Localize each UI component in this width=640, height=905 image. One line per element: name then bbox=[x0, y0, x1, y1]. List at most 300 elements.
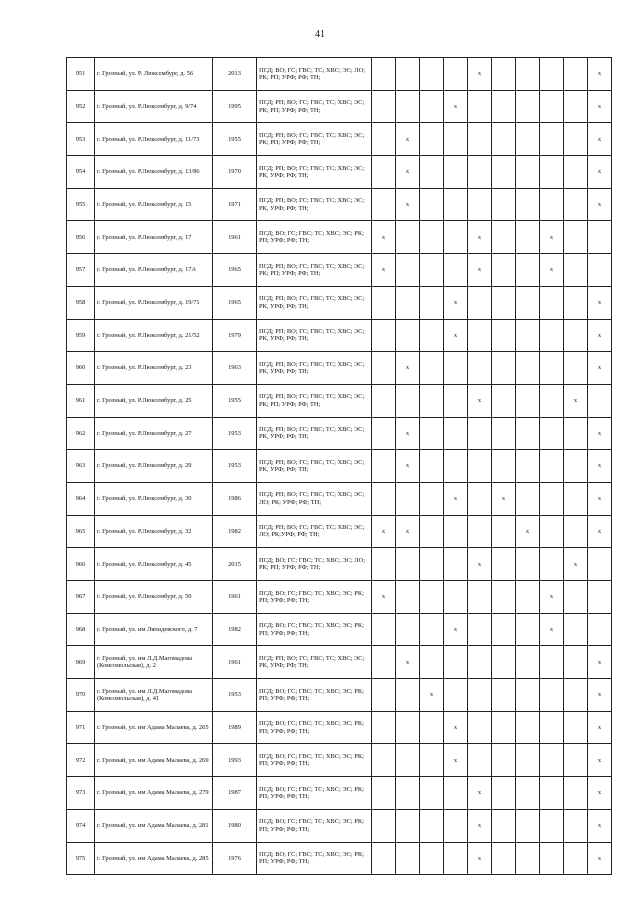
mark-cell: х bbox=[468, 221, 492, 254]
year-built-cell: 1982 bbox=[213, 515, 257, 548]
table-row bbox=[67, 809, 612, 842]
mark-cell bbox=[492, 548, 516, 581]
mark-cell bbox=[444, 581, 468, 614]
mark-cell bbox=[492, 417, 516, 450]
mark-cell bbox=[516, 90, 540, 123]
mark-cell bbox=[468, 450, 492, 483]
mark-cell bbox=[468, 156, 492, 189]
mark-cell bbox=[588, 548, 612, 581]
row-number-cell: 962 bbox=[67, 417, 95, 450]
systems-cell: ПСД; ВО; ГС; ГВС; ТС; ХВС; ЭС; РК; РП; УРФ; РФ; ТН; bbox=[257, 744, 372, 777]
mark-cell bbox=[372, 319, 396, 352]
mark-cell bbox=[468, 679, 492, 712]
systems-cell: ПСД; РП; ВО; ГС; ГВС; ТС; ХВС; ЭС; РК, УРФ; РФ; ТН; bbox=[257, 188, 372, 221]
year-built-cell: 1961 bbox=[213, 581, 257, 614]
mark-cell: х bbox=[396, 515, 420, 548]
mark-cell bbox=[420, 809, 444, 842]
mark-cell: х bbox=[588, 352, 612, 385]
table-body bbox=[67, 58, 612, 875]
mark-cell bbox=[564, 646, 588, 679]
mark-cell: х bbox=[468, 384, 492, 417]
mark-cell bbox=[468, 90, 492, 123]
systems-cell: ПСД; РП; ВО; ГС; ГВС; ТС; ХВС; ЭС; РК, УРФ; РФ; ТН; bbox=[257, 450, 372, 483]
year-built-cell: 1987 bbox=[213, 777, 257, 810]
year-built-cell: 1955 bbox=[213, 123, 257, 156]
mark-cell: х bbox=[468, 842, 492, 875]
table-row bbox=[67, 581, 612, 614]
mark-cell: х bbox=[396, 417, 420, 450]
mark-cell bbox=[564, 123, 588, 156]
mark-cell bbox=[516, 123, 540, 156]
mark-cell bbox=[396, 581, 420, 614]
page-number: 41 bbox=[315, 29, 325, 40]
table-row bbox=[67, 515, 612, 548]
year-built-cell: 1986 bbox=[213, 482, 257, 515]
mark-cell bbox=[540, 352, 564, 385]
mark-cell bbox=[492, 581, 516, 614]
mark-cell bbox=[516, 711, 540, 744]
table-row bbox=[67, 613, 612, 646]
row-number-cell: 955 bbox=[67, 188, 95, 221]
mark-cell bbox=[444, 58, 468, 91]
mark-cell: х bbox=[492, 482, 516, 515]
mark-cell bbox=[444, 123, 468, 156]
mark-cell bbox=[492, 286, 516, 319]
year-built-cell: 2013 bbox=[213, 58, 257, 91]
mark-cell bbox=[492, 384, 516, 417]
mark-cell bbox=[468, 319, 492, 352]
address-cell: г. Грозный, ул. Р.Люксембург, д. 25 bbox=[95, 384, 213, 417]
mark-cell bbox=[396, 548, 420, 581]
mark-cell: х bbox=[444, 286, 468, 319]
systems-cell: ПСД; РП; ВО; ГС; ГВС; ТС; ХВС; ЭС; РК, УРФ; РФ; ТН; bbox=[257, 319, 372, 352]
mark-cell: х bbox=[588, 286, 612, 319]
mark-cell: х bbox=[588, 58, 612, 91]
mark-cell: х bbox=[372, 581, 396, 614]
mark-cell bbox=[492, 613, 516, 646]
mark-cell: х bbox=[588, 777, 612, 810]
mark-cell: х bbox=[396, 450, 420, 483]
mark-cell: х bbox=[420, 679, 444, 712]
year-built-cell: 2015 bbox=[213, 548, 257, 581]
mark-cell bbox=[540, 188, 564, 221]
mark-cell: х bbox=[468, 254, 492, 287]
table-row bbox=[67, 482, 612, 515]
mark-cell bbox=[564, 450, 588, 483]
year-built-cell: 1979 bbox=[213, 319, 257, 352]
mark-cell bbox=[540, 809, 564, 842]
mark-cell bbox=[564, 58, 588, 91]
systems-cell: ПСД; ВО; ГС; ГВС; ТС; ХВС; ЭС; РК; РП; УРФ; РФ; ТН; bbox=[257, 679, 372, 712]
mark-cell bbox=[468, 123, 492, 156]
table-row bbox=[67, 58, 612, 91]
mark-cell bbox=[420, 221, 444, 254]
address-cell: г. Грозный, ул. Р.Люксембург, д. 23 bbox=[95, 352, 213, 385]
mark-cell bbox=[492, 711, 516, 744]
address-cell: г. Грозный, ул. Р.Люксембург, д. 50 bbox=[95, 581, 213, 614]
mark-cell bbox=[564, 711, 588, 744]
row-number-cell: 953 bbox=[67, 123, 95, 156]
mark-cell bbox=[516, 581, 540, 614]
mark-cell bbox=[420, 548, 444, 581]
mark-cell bbox=[420, 417, 444, 450]
row-number-cell: 959 bbox=[67, 319, 95, 352]
mark-cell bbox=[540, 744, 564, 777]
address-cell: г. Грозный, ул. им Адама Малаева, д. 279 bbox=[95, 777, 213, 810]
mark-cell bbox=[444, 188, 468, 221]
mark-cell: х bbox=[372, 221, 396, 254]
mark-cell bbox=[396, 58, 420, 91]
year-built-cell: 1982 bbox=[213, 613, 257, 646]
row-number-cell: 958 bbox=[67, 286, 95, 319]
mark-cell bbox=[372, 156, 396, 189]
address-cell: г. Грозный, ул. им Ляпидевского, д. 7 bbox=[95, 613, 213, 646]
mark-cell bbox=[420, 777, 444, 810]
address-cell: г. Грозный, ул. им Адама Малаева, д. 269 bbox=[95, 744, 213, 777]
mark-cell bbox=[516, 809, 540, 842]
address-cell: г. Грозный, ул. Р.Люксембург, д. 27 bbox=[95, 417, 213, 450]
mark-cell: х bbox=[396, 156, 420, 189]
row-number-cell: 951 bbox=[67, 58, 95, 91]
year-built-cell: 1993 bbox=[213, 744, 257, 777]
mark-cell: х bbox=[588, 482, 612, 515]
systems-cell: ПСД; ВО; ГС; ГВС; ТС; ХВС; ЭС; РК; РП; УРФ; РФ; ТН; bbox=[257, 221, 372, 254]
table-row bbox=[67, 352, 612, 385]
mark-cell bbox=[564, 352, 588, 385]
mark-cell bbox=[420, 646, 444, 679]
mark-cell bbox=[564, 254, 588, 287]
mark-cell bbox=[516, 384, 540, 417]
mark-cell: х bbox=[372, 254, 396, 287]
systems-cell: ПСД; РП; ВО; ГС; ГВС; ТС; ХВС; ЭС; РК; РП; УРФ; РФ; ТН; bbox=[257, 384, 372, 417]
address-cell: г. Грозный, ул. им Л.Д.Магомадова (Комсомольская), д. 2 bbox=[95, 646, 213, 679]
mark-cell bbox=[372, 711, 396, 744]
mark-cell bbox=[564, 613, 588, 646]
mark-cell bbox=[540, 156, 564, 189]
mark-cell bbox=[372, 417, 396, 450]
mark-cell bbox=[468, 482, 492, 515]
mark-cell bbox=[468, 188, 492, 221]
mark-cell bbox=[492, 809, 516, 842]
mark-cell: х bbox=[396, 123, 420, 156]
address-cell: г. Грозный, ул. им Адама Малаева, д. 285 bbox=[95, 842, 213, 875]
mark-cell: х bbox=[588, 744, 612, 777]
mark-cell bbox=[564, 679, 588, 712]
row-number-cell: 966 bbox=[67, 548, 95, 581]
mark-cell bbox=[492, 156, 516, 189]
systems-cell: ПСД; ВО; ГС; ГВС; ТС; ХВС; ЭС; ЛО; РК; РП; УРФ; РФ; ТН; bbox=[257, 548, 372, 581]
mark-cell bbox=[564, 482, 588, 515]
table-row bbox=[67, 156, 612, 189]
mark-cell: х bbox=[396, 352, 420, 385]
row-number-cell: 961 bbox=[67, 384, 95, 417]
mark-cell bbox=[492, 450, 516, 483]
mark-cell bbox=[564, 188, 588, 221]
mark-cell bbox=[564, 842, 588, 875]
mark-cell bbox=[540, 286, 564, 319]
mark-cell bbox=[540, 384, 564, 417]
mark-cell bbox=[540, 319, 564, 352]
mark-cell bbox=[444, 352, 468, 385]
mark-cell bbox=[468, 581, 492, 614]
mark-cell: х bbox=[396, 646, 420, 679]
mark-cell bbox=[420, 515, 444, 548]
systems-cell: ПСД; РП; ВО; ГС; ГВС; ТС; ХВС; ЭС; ЛО; РК; УРФ; РФ; ТН; bbox=[257, 482, 372, 515]
year-built-cell: 1953 bbox=[213, 417, 257, 450]
mark-cell bbox=[372, 286, 396, 319]
mark-cell bbox=[516, 482, 540, 515]
mark-cell bbox=[540, 711, 564, 744]
mark-cell: х bbox=[468, 548, 492, 581]
mark-cell bbox=[396, 90, 420, 123]
mark-cell bbox=[444, 809, 468, 842]
mark-cell bbox=[372, 450, 396, 483]
year-built-cell: 1980 bbox=[213, 809, 257, 842]
row-number-cell: 956 bbox=[67, 221, 95, 254]
systems-cell: ПСД; РП; ВО; ГС; ГВС; ТС; ХВС; ЭС; РК, УРФ; РФ; ТН; bbox=[257, 286, 372, 319]
mark-cell bbox=[492, 90, 516, 123]
mark-cell bbox=[396, 744, 420, 777]
mark-cell bbox=[588, 221, 612, 254]
address-cell: г. Грозный, ул. Р. Люксембург, д. 56 bbox=[95, 58, 213, 91]
table-row bbox=[67, 384, 612, 417]
table-row bbox=[67, 842, 612, 875]
year-built-cell: 1976 bbox=[213, 842, 257, 875]
mark-cell bbox=[396, 482, 420, 515]
mark-cell: х bbox=[468, 58, 492, 91]
mark-cell bbox=[396, 319, 420, 352]
mark-cell bbox=[516, 188, 540, 221]
mark-cell bbox=[420, 482, 444, 515]
mark-cell bbox=[420, 90, 444, 123]
mark-cell bbox=[420, 286, 444, 319]
mark-cell bbox=[396, 221, 420, 254]
systems-cell: ПСД; ВО; ГС; ГВС; ТС; ХВС; ЭС; РК; РП; УРФ; РФ; ТН; bbox=[257, 777, 372, 810]
mark-cell bbox=[516, 548, 540, 581]
table-row bbox=[67, 90, 612, 123]
mark-cell bbox=[468, 515, 492, 548]
mark-cell bbox=[540, 450, 564, 483]
table-row bbox=[67, 123, 612, 156]
mark-cell bbox=[420, 744, 444, 777]
mark-cell bbox=[516, 286, 540, 319]
mark-cell bbox=[372, 90, 396, 123]
mark-cell bbox=[588, 581, 612, 614]
year-built-cell: 1965 bbox=[213, 254, 257, 287]
mark-cell bbox=[420, 58, 444, 91]
table-row bbox=[67, 221, 612, 254]
address-cell: г. Грозный, ул. Р.Люксембург, д. 45 bbox=[95, 548, 213, 581]
row-number-cell: 972 bbox=[67, 744, 95, 777]
mark-cell: х bbox=[588, 515, 612, 548]
table-row bbox=[67, 254, 612, 287]
systems-cell: ПСД; ВО; ГС; ГВС; ТС; ХВС; ЭС; РК; РП; УРФ; РФ; ТН; bbox=[257, 613, 372, 646]
row-number-cell: 974 bbox=[67, 809, 95, 842]
mark-cell bbox=[420, 188, 444, 221]
mark-cell bbox=[516, 58, 540, 91]
mark-cell bbox=[492, 679, 516, 712]
mark-cell bbox=[444, 254, 468, 287]
mark-cell: х bbox=[468, 777, 492, 810]
row-number-cell: 965 bbox=[67, 515, 95, 548]
mark-cell bbox=[396, 777, 420, 810]
address-cell: г. Грозный, ул. Р.Люксембург, д. 29 bbox=[95, 450, 213, 483]
year-built-cell: 1970 bbox=[213, 156, 257, 189]
mark-cell: х bbox=[444, 744, 468, 777]
mark-cell: х bbox=[540, 221, 564, 254]
systems-cell: ПСД; РП; ВО; ГС; ГВС; ТС; ХВС; ЭС; РК; РП; УРФ; РФ; ТН; bbox=[257, 254, 372, 287]
mark-cell bbox=[540, 646, 564, 679]
mark-cell: х bbox=[468, 809, 492, 842]
mark-cell bbox=[444, 515, 468, 548]
address-cell: г. Грозный, ул. Р.Люксембург, д. 17 bbox=[95, 221, 213, 254]
table-row bbox=[67, 744, 612, 777]
systems-cell: ПСД; РП; ВО; ГС; ГВС; ТС; ХВС; ЭС; РК, УРФ; РФ; ТН; bbox=[257, 417, 372, 450]
mark-cell bbox=[540, 842, 564, 875]
mark-cell bbox=[396, 384, 420, 417]
mark-cell: х bbox=[444, 482, 468, 515]
table-row bbox=[67, 777, 612, 810]
mark-cell bbox=[588, 254, 612, 287]
table-row bbox=[67, 188, 612, 221]
mark-cell bbox=[516, 679, 540, 712]
mark-cell bbox=[468, 646, 492, 679]
mark-cell bbox=[516, 417, 540, 450]
mark-cell bbox=[468, 613, 492, 646]
systems-cell: ПСД; ВО; ГС; ГВС; ТС; ХВС; ЭС; РК; РП; УРФ; РФ; ТН; bbox=[257, 809, 372, 842]
systems-cell: ПСД; ВО; ГС; ГВС; ТС; ХВС; ЭС; ЛО; РК; РП; УРФ; РФ; ТН; bbox=[257, 58, 372, 91]
mark-cell bbox=[492, 744, 516, 777]
mark-cell bbox=[372, 482, 396, 515]
mark-cell bbox=[420, 450, 444, 483]
mark-cell bbox=[396, 254, 420, 287]
year-built-cell: 1961 bbox=[213, 221, 257, 254]
mark-cell bbox=[492, 777, 516, 810]
mark-cell bbox=[516, 777, 540, 810]
mark-cell bbox=[564, 156, 588, 189]
mark-cell bbox=[444, 417, 468, 450]
year-built-cell: 1955 bbox=[213, 384, 257, 417]
mark-cell bbox=[444, 646, 468, 679]
year-built-cell: 1965 bbox=[213, 286, 257, 319]
address-cell: г. Грозный, ул. им Адама Малаева, д. 265 bbox=[95, 711, 213, 744]
mark-cell: х bbox=[516, 515, 540, 548]
mark-cell: х bbox=[588, 188, 612, 221]
systems-cell: ПСД; РП; ВО; ГС; ГВС; ТС; ХВС; ЭС; РК, УРФ; РФ; ТН; bbox=[257, 352, 372, 385]
mark-cell bbox=[516, 842, 540, 875]
row-number-cell: 964 bbox=[67, 482, 95, 515]
mark-cell bbox=[540, 548, 564, 581]
mark-cell bbox=[564, 777, 588, 810]
systems-cell: ПСД; РП; ВО; ГС; ГВС; ТС; ХВС; ЭС; РК; РП; УРФ; РФ; ТН; bbox=[257, 90, 372, 123]
address-cell: г. Грозный, ул. им Л.Д.Магомадова (Комсомольская), д. 41 bbox=[95, 679, 213, 712]
year-built-cell: 1953 bbox=[213, 679, 257, 712]
row-number-cell: 963 bbox=[67, 450, 95, 483]
mark-cell bbox=[372, 777, 396, 810]
mark-cell bbox=[492, 58, 516, 91]
mark-cell bbox=[468, 744, 492, 777]
row-number-cell: 960 bbox=[67, 352, 95, 385]
mark-cell bbox=[564, 221, 588, 254]
mark-cell bbox=[540, 58, 564, 91]
mark-cell bbox=[444, 221, 468, 254]
mark-cell bbox=[564, 90, 588, 123]
mark-cell: х bbox=[588, 842, 612, 875]
mark-cell bbox=[420, 711, 444, 744]
mark-cell bbox=[420, 581, 444, 614]
mark-cell bbox=[516, 613, 540, 646]
mark-cell bbox=[540, 482, 564, 515]
systems-cell: ПСД; ВО; ГС; ГВС; ТС; ХВС; ЭС; РК; РП; УРФ; РФ; ТН; bbox=[257, 711, 372, 744]
row-number-cell: 969 bbox=[67, 646, 95, 679]
mark-cell: х bbox=[588, 809, 612, 842]
mark-cell bbox=[516, 352, 540, 385]
mark-cell: х bbox=[588, 123, 612, 156]
systems-cell: ПСД; РП; ВО; ГС; ГВС; ТС; ХВС; ЭС; РК, УРФ; РФ; ТН; bbox=[257, 156, 372, 189]
address-cell: г. Грозный, ул. Р.Люксембург, д. 13/86 bbox=[95, 156, 213, 189]
mark-cell bbox=[564, 809, 588, 842]
mark-cell bbox=[564, 319, 588, 352]
mark-cell bbox=[492, 123, 516, 156]
table-row bbox=[67, 450, 612, 483]
table-row bbox=[67, 548, 612, 581]
year-built-cell: 1989 bbox=[213, 711, 257, 744]
mark-cell bbox=[564, 744, 588, 777]
mark-cell bbox=[444, 384, 468, 417]
mark-cell bbox=[516, 156, 540, 189]
mark-cell bbox=[444, 777, 468, 810]
mark-cell bbox=[564, 515, 588, 548]
mark-cell bbox=[492, 515, 516, 548]
systems-cell: ПСД; ВО; ГС; ГВС; ТС; ХВС; ЭС; РК; РП; УРФ; РФ; ТН; bbox=[257, 842, 372, 875]
housing-registry-table bbox=[66, 57, 612, 875]
mark-cell bbox=[396, 711, 420, 744]
row-number-cell: 967 bbox=[67, 581, 95, 614]
mark-cell bbox=[516, 254, 540, 287]
mark-cell: х bbox=[564, 548, 588, 581]
mark-cell: х bbox=[444, 319, 468, 352]
row-number-cell: 968 bbox=[67, 613, 95, 646]
address-cell: г. Грозный, ул. Р.Люксембург, д. 15 bbox=[95, 188, 213, 221]
mark-cell: х bbox=[588, 417, 612, 450]
mark-cell: х bbox=[588, 156, 612, 189]
row-number-cell: 973 bbox=[67, 777, 95, 810]
systems-cell: ПСД; РП; ВО; ГС; ГВС; ТС; ХВС; ЭС; РК; РП; УРФ; РФ; ТН; bbox=[257, 123, 372, 156]
mark-cell bbox=[444, 679, 468, 712]
mark-cell: х bbox=[444, 711, 468, 744]
mark-cell bbox=[420, 319, 444, 352]
year-built-cell: 1971 bbox=[213, 188, 257, 221]
mark-cell bbox=[372, 58, 396, 91]
table-row bbox=[67, 319, 612, 352]
mark-cell bbox=[420, 156, 444, 189]
mark-cell bbox=[468, 711, 492, 744]
year-built-cell: 1961 bbox=[213, 646, 257, 679]
row-number-cell: 954 bbox=[67, 156, 95, 189]
row-number-cell: 975 bbox=[67, 842, 95, 875]
mark-cell bbox=[444, 548, 468, 581]
mark-cell: х bbox=[588, 319, 612, 352]
row-number-cell: 970 bbox=[67, 679, 95, 712]
address-cell: г. Грозный, ул. Р.Люксембург, д. 17А bbox=[95, 254, 213, 287]
table-row bbox=[67, 646, 612, 679]
address-cell: г. Грозный, ул. Р.Люксембург, д. 32 bbox=[95, 515, 213, 548]
mark-cell bbox=[396, 286, 420, 319]
mark-cell: х bbox=[444, 613, 468, 646]
mark-cell bbox=[516, 646, 540, 679]
mark-cell bbox=[492, 646, 516, 679]
mark-cell bbox=[540, 679, 564, 712]
